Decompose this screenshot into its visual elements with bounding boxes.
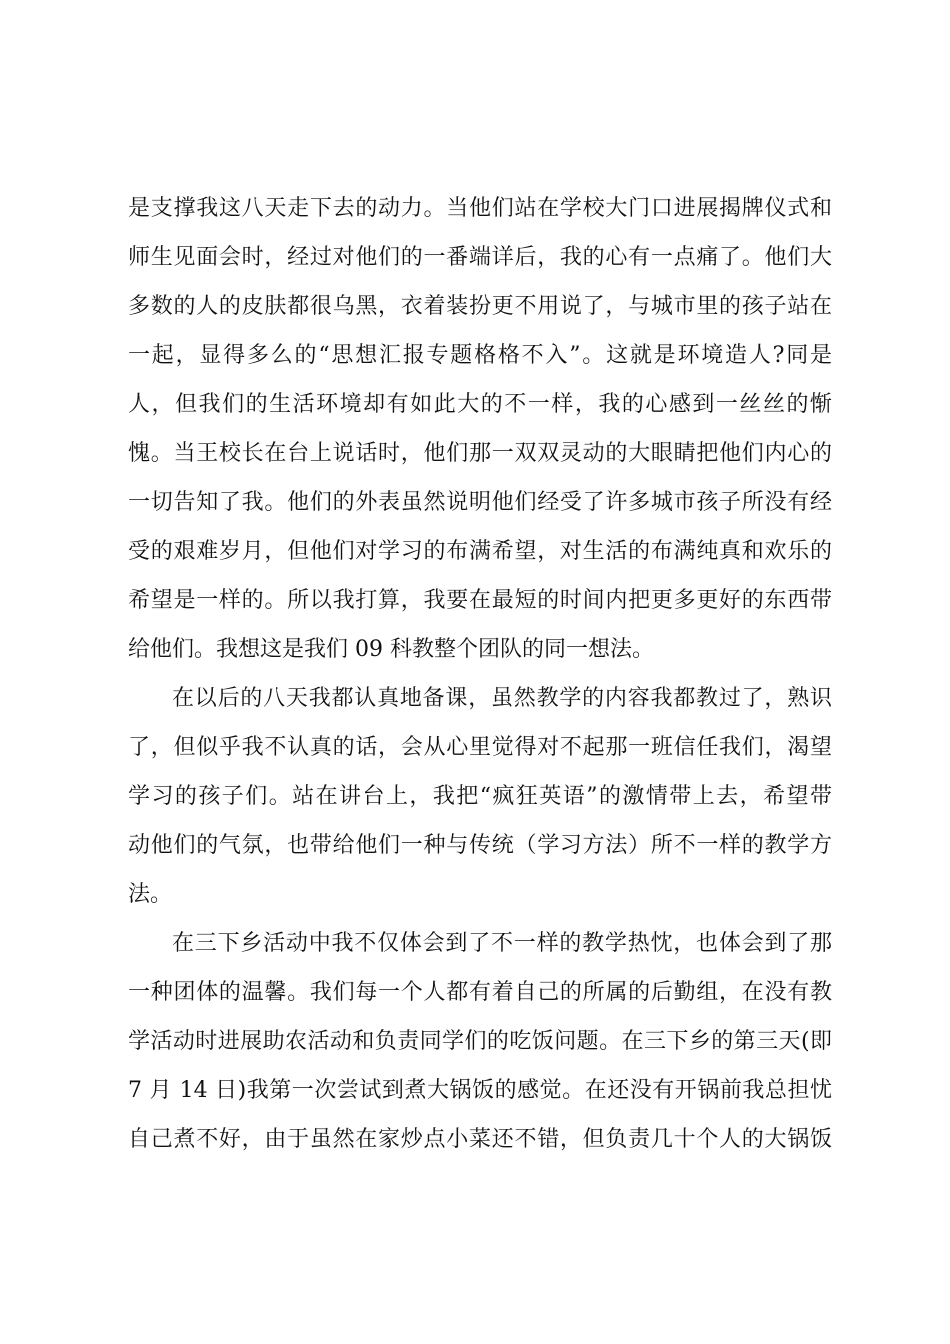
text-line: 法。 xyxy=(128,882,173,907)
text-line: 学习的孩子们。站在讲台上，我把“疯狂英语”的激情带上去，希望带 xyxy=(128,784,832,809)
text-line: 在三下乡活动中我不仅体会到了不一样的教学热忱，也体会到了那 xyxy=(172,931,832,956)
text-line: 了，但似乎我不认真的话，会从心里觉得对不起那一班信任我们，渴望 xyxy=(128,735,832,760)
text-line: 给他们。我想这是我们 09 科教整个团队的同一想法。 xyxy=(128,637,654,662)
text-line: 一切告知了我。他们的外表虽然说明他们经受了许多城市孩子所没有经 xyxy=(128,490,832,515)
paragraph-3 xyxy=(128,919,832,1164)
text-line: 一起，显得多么的“思想汇报专题格格不入”。这就是环境造人?同是 xyxy=(128,343,832,368)
text-line: 是支撑我这八天走下去的动力。当他们站在学校大门口进展揭牌仪式和 xyxy=(128,196,832,221)
text-line: 希望是一样的。所以我打算，我要在最短的时间内把更多更好的东西带 xyxy=(128,588,832,613)
paragraph-1 xyxy=(128,184,832,674)
text-line: 受的艰难岁月，但他们对学习的布满希望，对生活的布满纯真和欢乐的 xyxy=(128,539,832,564)
text-line: 愧。当王校长在台上说话时，他们那一双双灵动的大眼睛把他们内心的 xyxy=(128,441,832,466)
body-text xyxy=(128,184,832,1164)
text-line: 师生见面会时，经过对他们的一番端详后，我的心有一点痛了。他们大 xyxy=(128,245,832,270)
text-line: 学活动时进展助农活动和负责同学们的吃饭问题。在三下乡的第三天(即 xyxy=(128,1029,832,1054)
text-line: 一种团体的温馨。我们每一个人都有着自己的所属的后勤组，在没有教 xyxy=(128,980,832,1005)
text-line: 人，但我们的生活环境却有如此大的不一样，我的心感到一丝丝的惭 xyxy=(128,392,832,417)
paragraph-2 xyxy=(128,674,832,919)
text-line: 自己煮不好，由于虽然在家炒点小菜还不错，但负责几十个人的大锅饭 xyxy=(128,1127,832,1152)
text-line: 多数的人的皮肤都很乌黑，衣着装扮更不用说了，与城市里的孩子站在 xyxy=(128,294,832,319)
text-line: 7 月 14 日)我第一次尝试到煮大锅饭的感觉。在还没有开锅前我总担忧 xyxy=(128,1078,832,1103)
text-line: 动他们的气氛，也带给他们一种与传统（学习方法）所不一样的教学方 xyxy=(128,833,832,858)
text-line: 在以后的八天我都认真地备课，虽然教学的内容我都教过了，熟识 xyxy=(172,686,832,711)
